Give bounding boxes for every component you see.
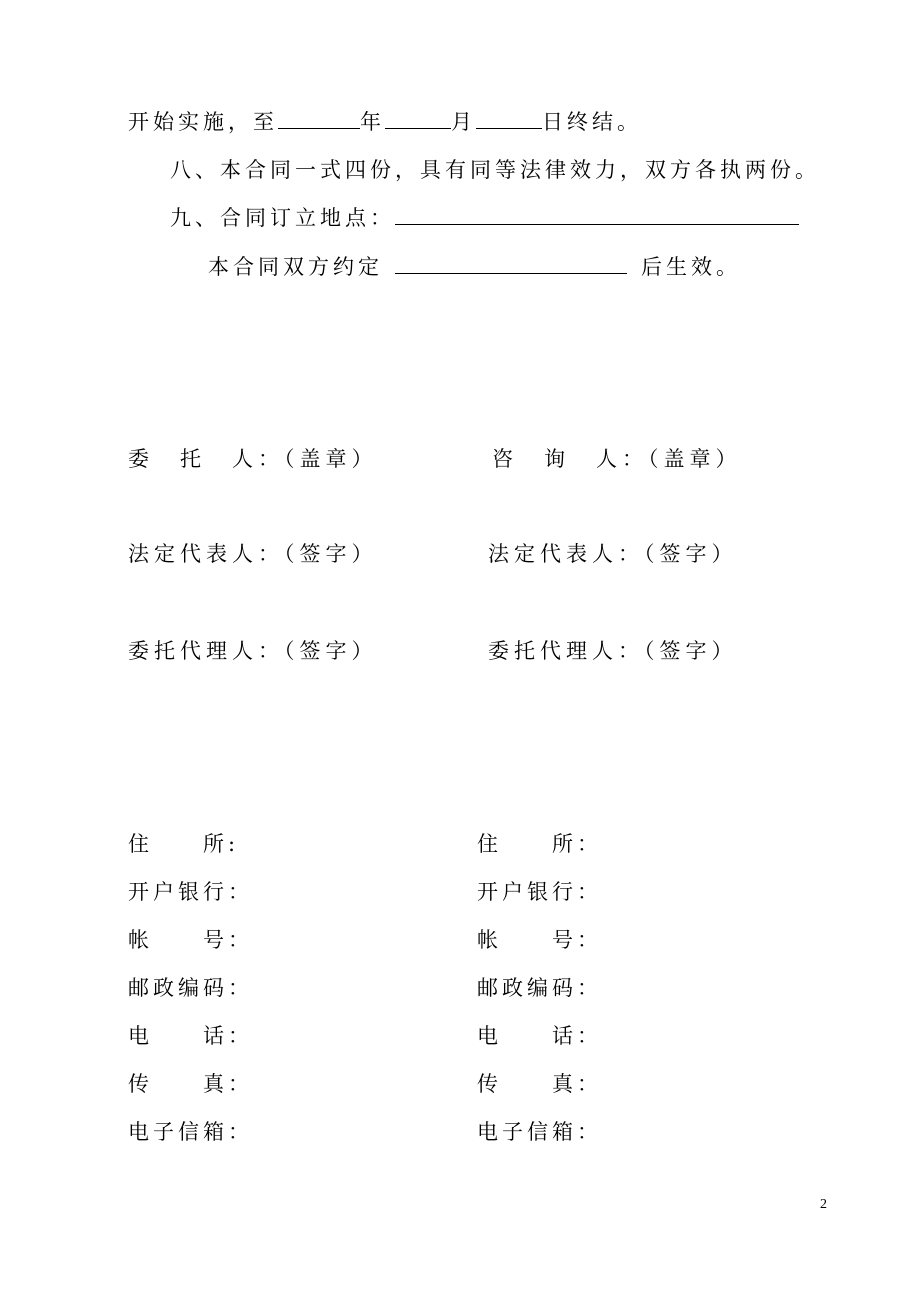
page-number: 2: [820, 1197, 827, 1212]
month-blank[interactable]: [385, 108, 451, 129]
right-phone-label: 电 话：: [477, 1024, 602, 1048]
left-account-label: 帐 号：: [128, 928, 253, 952]
right-fax-label: 传 真：: [477, 1072, 602, 1096]
left-fax-label: 传 真：: [128, 1072, 253, 1096]
right-bank-label: 开户银行：: [477, 880, 602, 904]
term-start-text: 开始实施，至: [128, 110, 278, 134]
day-blank[interactable]: [476, 108, 542, 129]
clause-term-line: [128, 108, 642, 136]
effective-suffix: 后生效。: [641, 255, 741, 279]
right-postcode-label: 邮政编码：: [477, 976, 602, 1000]
consultant-legal-rep: 法定代表人：（签字）: [488, 542, 738, 566]
effective-label: 本合同双方约定: [208, 255, 383, 279]
right-email-label: 电子信箱：: [477, 1120, 602, 1144]
principal-agent: 委托代理人：（签字）: [128, 639, 378, 663]
left-bank-label: 开户银行：: [128, 880, 253, 904]
left-postcode-label: 邮政编码：: [128, 976, 253, 1000]
consultant-seal: 咨 询 人：（盖章）: [492, 447, 742, 471]
clause-location-line: [170, 204, 799, 232]
consultant-agent: 委托代理人：（签字）: [488, 639, 738, 663]
right-address-label: 住 所：: [477, 832, 602, 856]
principal-legal-rep: 法定代表人：（签字）: [128, 542, 378, 566]
location-label: 九、合同订立地点：: [170, 206, 395, 230]
left-email-label: 电子信箱：: [128, 1120, 253, 1144]
principal-seal: 委 托 人：（盖章）: [128, 447, 378, 471]
year-blank[interactable]: [278, 108, 360, 129]
year-label: 年: [360, 110, 385, 134]
effective-blank[interactable]: [395, 253, 627, 274]
clause-effective-line: [208, 253, 741, 281]
left-address-label: 住 所:: [128, 832, 240, 856]
left-phone-label: 电 话：: [128, 1024, 253, 1048]
clause-copies: 八、本合同一式四份，具有同等法律效力，双方各执两份。: [170, 158, 820, 182]
right-account-label: 帐 号：: [477, 928, 602, 952]
location-blank[interactable]: [395, 204, 799, 225]
month-label: 月: [451, 110, 476, 134]
term-end-text: 日终结。: [542, 110, 642, 134]
